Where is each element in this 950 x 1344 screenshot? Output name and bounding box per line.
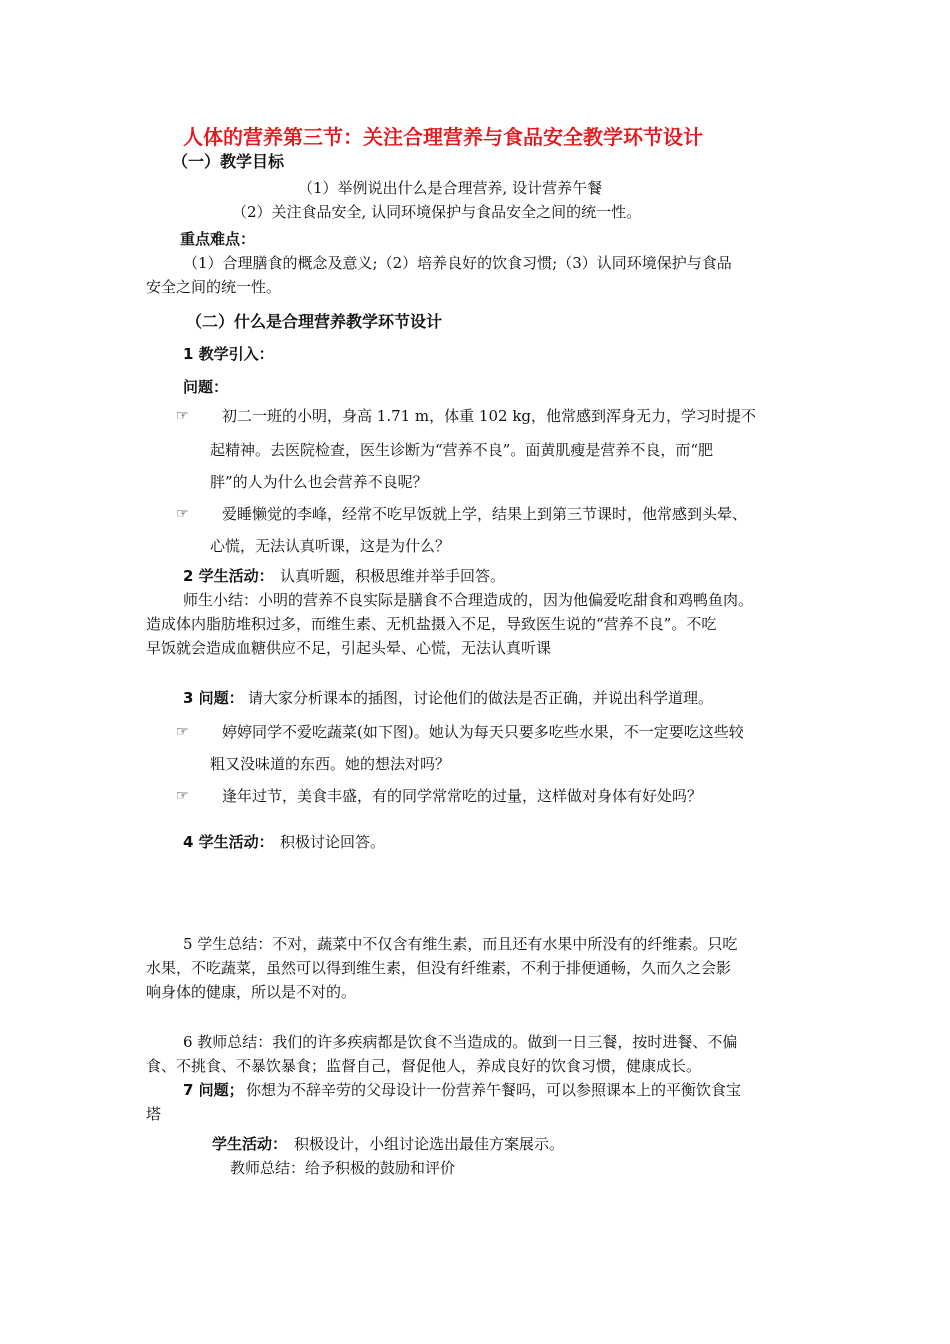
activity-4-text: 积极讨论回答。 [280,833,386,851]
keypoints-line-1: （1）合理膳食的概念及意义;（2）培养良好的饮食习惯;（3）认同环境保护与食品 [183,254,732,272]
keypoints-line-2: 安全之间的统一性。 [146,278,282,296]
page-title: 人体的营养第三节：关注合理营养与食品安全教学环节设计 [183,125,703,149]
activity-4-label: 4 学生活动： [183,833,274,851]
question-7-label: 7 问题； [183,1081,244,1099]
summary-6-line-1: 6 教师总结：我们的许多疾病都是饮食不当造成的。做到一日三餐，按时进餐、不偏 [183,1033,738,1051]
summary-5-line-3: 响身体的健康，所以是不对的。 [146,983,357,1001]
summary-line-1: 师生小结：小明的营养不良实际是膳食不合理造成的，因为他偏爱吃甜食和鸡鸭鱼肉。 [183,591,754,609]
q3b-line-1: 逢年过节，美食丰盛，有的同学常常吃的过量，这样做对身体有好处吗？ [222,787,703,805]
question-label: 问题： [183,378,229,396]
activity-7-text: 积极设计，小组讨论选出最佳方案展示。 [294,1135,565,1153]
pointing-hand-icon: ☞ [176,788,189,804]
pointing-hand-icon: ☞ [176,408,189,424]
pointing-hand-icon: ☞ [176,506,189,522]
section-heading-design: （二）什么是合理营养教学环节设计 [186,312,443,331]
intro-label: 1 教学引入： [183,345,274,363]
goal-1: （1）举例说出什么是合理营养, 设计营养午餐 [298,179,603,197]
activity-2-text: 认真听题，积极思维并举手回答。 [280,567,506,585]
section-heading-teaching-goals: （一）教学目标 [172,152,285,171]
q1-line-1: 初二一班的小明，身高 1.71 m，体重 102 kg，他常感到浑身无力，学习时提不 [222,407,757,425]
goal-2: （2）关注食品安全, 认同环境保护与食品安全之间的统一性。 [232,203,642,221]
summary-line-2: 造成体内脂肪堆积过多，而维生素、无机盐摄入不足，导致医生说的“营养不良”。不吃 [146,615,717,633]
question-3-text: 请大家分析课本的插图，讨论他们的做法是否正确，并说出科学道理。 [248,689,714,707]
keypoints-label: 重点难点： [180,230,256,248]
question-7-line-2: 塔 [146,1105,162,1123]
q3a-line-2: 粗又没味道的东西。她的想法对吗？ [210,755,451,773]
q3a-line-1: 婷婷同学不爱吃蔬菜(如下图)。她认为每天只要多吃些水果，不一定要吃这些较 [222,723,744,741]
activity-7-label: 学生活动： [212,1135,288,1153]
q2-line-2: 心慌，无法认真听课，这是为什么？ [210,537,451,555]
activity-2-label: 2 学生活动： [183,567,274,585]
summary-5-line-1: 5 学生总结：不对，蔬菜中不仅含有维生素，而且还有水果中所没有的纤维素。只吃 [183,935,738,953]
q1-line-3: 胖”的人为什么也会营养不良呢？ [210,473,428,491]
summary-line-3: 早饭就会造成血糖供应不足，引起头晕、心慌，无法认真听课 [146,639,552,657]
q2-line-1: 爱睡懒觉的李峰，经常不吃早饭就上学，结果上到第三节课时，他常感到头晕、 [222,505,748,523]
question-3-label: 3 问题： [183,689,244,707]
teacher-final-summary: 教师总结：给予积极的鼓励和评价 [230,1159,456,1177]
pointing-hand-icon: ☞ [176,724,189,740]
summary-6-line-2: 食、不挑食、不暴饮暴食；监督自己，督促他人，养成良好的饮食习惯，健康成长。 [146,1057,702,1075]
q1-line-2: 起精神。去医院检查，医生诊断为“营养不良”。面黄肌瘦是营养不良，而“肥 [210,441,714,459]
question-7-line-1: 你想为不辞辛劳的父母设计一份营养午餐吗，可以参照课本上的平衡饮食宝 [246,1081,742,1099]
summary-5-line-2: 水果，不吃蔬菜，虽然可以得到维生素，但没有纤维素，不利于排便通畅，久而久之会影 [146,959,732,977]
